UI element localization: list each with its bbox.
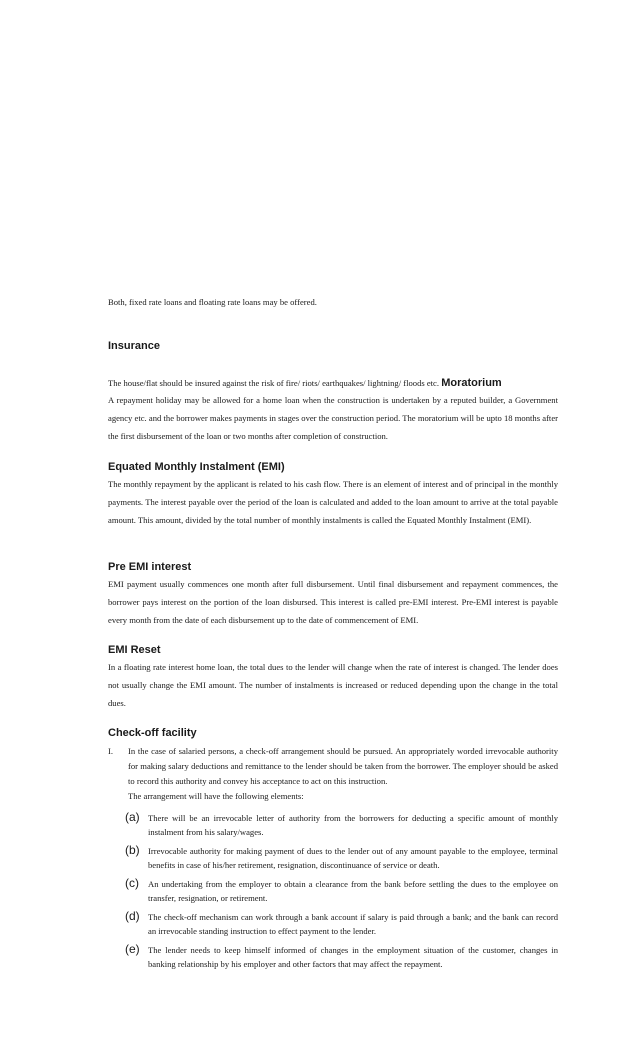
- moratorium-paragraph: A repayment holiday may be allowed for a home loan when the construction is undertaken by a reputed builder, a Government agency etc. and the borrower makes payments in stages over the construction period. The moratorium will be upto 18 months after the first disbursement of the loan or two months after completion of construction.: [108, 395, 558, 441]
- checkoff-item: [108, 744, 558, 804]
- list-item: [108, 877, 558, 905]
- list-item: [108, 811, 558, 839]
- list-item-mark: (a): [125, 810, 140, 824]
- pre-emi-heading: Pre EMI interest: [108, 561, 192, 573]
- insurance-text: The house/flat should be insured against the risk of fire/ riots/ earthquakes/ lightning/ floods etc.: [108, 378, 440, 388]
- list-item-mark: (b): [125, 843, 140, 857]
- checkoff-elements-intro: The arrangement will have the following elements:: [128, 791, 304, 801]
- moratorium-heading: Moratorium: [441, 377, 502, 389]
- emi-heading: Equated Monthly Instalment (EMI): [108, 461, 285, 473]
- list-item-text: There will be an irrevocable letter of authority from the borrowers for deducting a specific amount of monthly instalment from his salary/wages.: [148, 813, 558, 837]
- checkoff-elements-list: [108, 811, 558, 971]
- list-item-text: The lender needs to keep himself informed of changes in the employment situation of the customer, changes in banking relationship by his employer and other factors that may affect the repayment.: [148, 945, 558, 969]
- list-item-text: The check-off mechanism can work through a bank account if salary is paid through a bank; and the bank can record an irrevocable standing instruction to effect payment to the lender.: [148, 912, 558, 936]
- pre-emi-paragraph: EMI payment usually commences one month after full disbursement. Until final disbursement and repayment commences, the borrower pays interest on the portion of the loan disbursed. This interest is called pre-EMI interest. Pre-EMI interest is payable every month from the date of each disbursement up to the date of commencement of EMI.: [108, 579, 558, 625]
- checkoff-item-number: I.: [108, 746, 114, 756]
- list-item-text: An undertaking from the employer to obtain a clearance from the bank before settling the dues to the employee on transfer, resignation, or retirement.: [148, 879, 558, 903]
- checkoff-heading: Check-off facility: [108, 727, 197, 739]
- list-item-mark: (d): [125, 909, 140, 923]
- emi-reset-heading: EMI Reset: [108, 644, 161, 656]
- list-item: [108, 943, 558, 971]
- checkoff-item-text: In the case of salaried persons, a check-off arrangement should be pursued. An appropriately worded irrevocable authority for making salary deductions and remittance to the lender should be taken from the borrower. The employer should be asked to record this authority and convey his acceptance to act on this instruction.: [128, 746, 558, 786]
- intro-paragraph: Both, fixed rate loans and floating rate loans may be offered.: [108, 297, 317, 307]
- list-item-mark: (c): [125, 876, 139, 890]
- insurance-heading: Insurance: [108, 340, 160, 352]
- list-item-mark: (e): [125, 942, 140, 956]
- emi-reset-paragraph: In a floating rate interest home loan, the total dues to the lender will change when the rate of interest is changed. The lender does not usually change the EMI amount. The number of instalments is increased or reduced depending upon the change in the total dues.: [108, 662, 558, 708]
- list-item-text: Irrevocable authority for making payment of dues to the lender out of any amount payable to the employee, terminal benefits in case of his/her retirement, resignation, discontinuance of service or death.: [148, 846, 558, 870]
- insurance-paragraph: [108, 374, 558, 392]
- list-item: [108, 844, 558, 872]
- list-item: [108, 910, 558, 938]
- emi-paragraph: The monthly repayment by the applicant is related to his cash flow. There is an element of interest and of principal in the monthly payments. The interest payable over the period of the loan is calculated and added to the loan amount to arrive at the total payable amount. This amount, divided by the total number of monthly instalments is called the Equated Monthly Instalment (EMI).: [108, 479, 558, 525]
